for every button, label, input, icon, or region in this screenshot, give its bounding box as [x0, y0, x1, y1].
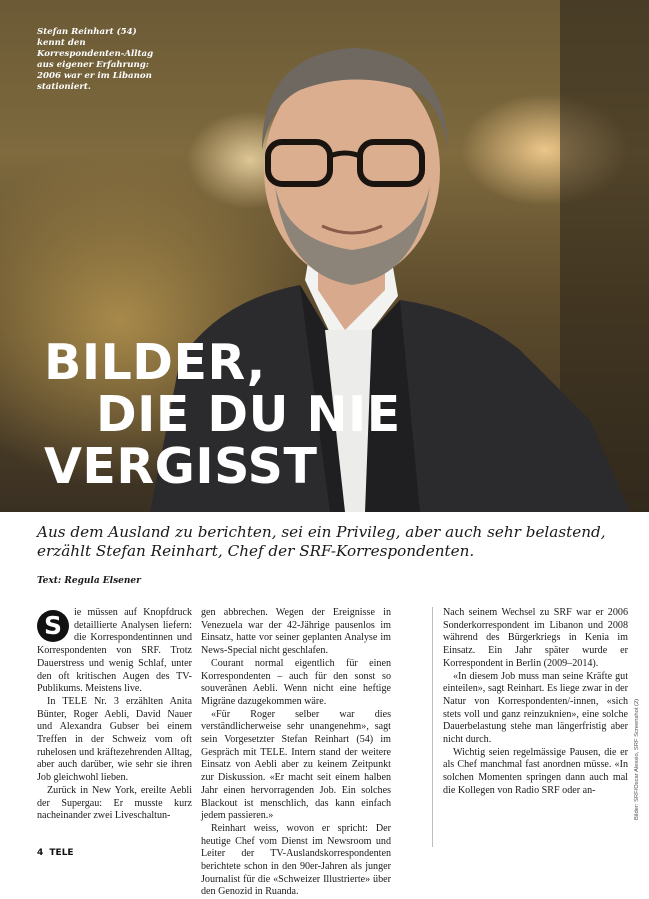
headline-line-2: DIE DU NIE — [96, 386, 401, 443]
photo-credit: Bilder: SRF/Oscar Alessio, SRF Screenshot (2) — [634, 698, 640, 820]
drop-cap: S — [37, 610, 69, 642]
article-paragraph — [37, 607, 192, 696]
article-paragraph: In TELE Nr. 3 erzählten Anita Bünter, Roger Aebli, David Nauer und Alexandra Gubser bei einem Treffen in der Schweiz vom oft ruhelosen und kräftezehrenden Alltag, aber auch darüber, wie sehr sie ihren Job gleichwohl lieben. — [37, 695, 192, 784]
article-paragraph: «Für Roger selber war dies verständlicherweise sehr unangenehm», sagt sein Vorgesetzter Stefan Reinhart (54) im Gespräch mit TELE. Intern stand der weitere Einsatz von Aebli aber zu keinem Zeitpunkt zur Diskussion. «Er macht seit einem halben Jahr einen hervorragenden Job. Ein solches Blackout ist menschlich, das kann einfach jedem passieren.» — [201, 708, 391, 822]
article-column-1 — [37, 607, 192, 847]
article-paragraph: Wichtig seien regelmässige Pausen, die er als Chef manchmal fast anordnen müsse. «In solchen Momenten springen dann auch mal die Kollegen von Radio SRF oder an- — [443, 746, 628, 796]
headline — [44, 334, 401, 495]
byline: Text: Regula Elsener — [37, 576, 141, 586]
page-number: 4 — [37, 848, 44, 858]
article-column-3 — [443, 607, 628, 847]
article-paragraph: Zurück in New York, ereilte Aebli der Supergau: Er musste kurz nacheinander zwei Liveschaltun- — [37, 784, 192, 822]
article-paragraph: «In diesem Job muss man seine Kräfte gut einteilen», sagt Reinhart. Es liege zwar in der Natur von Korrespondenten/-innen, «sich stets voll und ganz reinzuknien», eine solche Dauerbelastung stehe man längerfristig aber nicht durch. — [443, 670, 628, 746]
article-paragraph: Courant normal eigentlich für einen Korrespondenten – auch für den sonst so souveränen Aebli. Wenn nicht eine heftige Migräne dazugekommen wäre. — [201, 657, 391, 707]
headline-line-1: BILDER, — [44, 334, 266, 391]
lead-paragraph: Aus dem Ausland zu berichten, sei ein Privileg, aber auch sehr belastend, erzählt Stefan Reinhart, Chef der SRF-Korrespondenten. — [37, 523, 606, 560]
page-footer — [37, 848, 77, 858]
article-paragraph: gen abbrechen. Wegen der Ereignisse in Venezuela war der 42-Jährige pausenlos im Einsatz, hatte vor seiner geplanten Analyse im News-Special nicht geschlafen. — [201, 607, 391, 657]
column-divider — [432, 607, 433, 847]
article-paragraph: Nach seinem Wechsel zu SRF war er 2006 Sonderkorrespondent im Libanon und 2008 während des Bürgerkriegs in Kenia im Einsatz. Ein Jahr später wurde er Korrespondent in Berlin (2009–2014). — [443, 607, 628, 669]
article-paragraph: Reinhart weiss, wovon er spricht: Der heutige Chef vom Dienst im Newsroom und Leiter der TV-Auslandskorrespondenten berichtete schon in den 90er-Jahren als junger Journalist für die «Schweizer Illustrierte» über den Genozid in Ruanda. — [201, 822, 391, 898]
headline-line-3: VERGISST — [44, 438, 318, 495]
photo-caption: Stefan Reinhart (54) kennt den Korrespondenten-Alltag aus eigener Erfahrung: 2006 war er im Libanon stationiert. — [37, 27, 154, 92]
paragraph-text: ie müssen auf Knopfdruck detaillierte Analysen liefern: die Korrespondentinnen und Korrespondenten von SRF. Trotz Dauerstress und wenig Schlaf, unter den oft kritischen Augen des TV-Publikums. Meistens live. — [37, 607, 192, 695]
magazine-name: TELE — [49, 848, 74, 858]
article-column-2 — [201, 607, 391, 898]
